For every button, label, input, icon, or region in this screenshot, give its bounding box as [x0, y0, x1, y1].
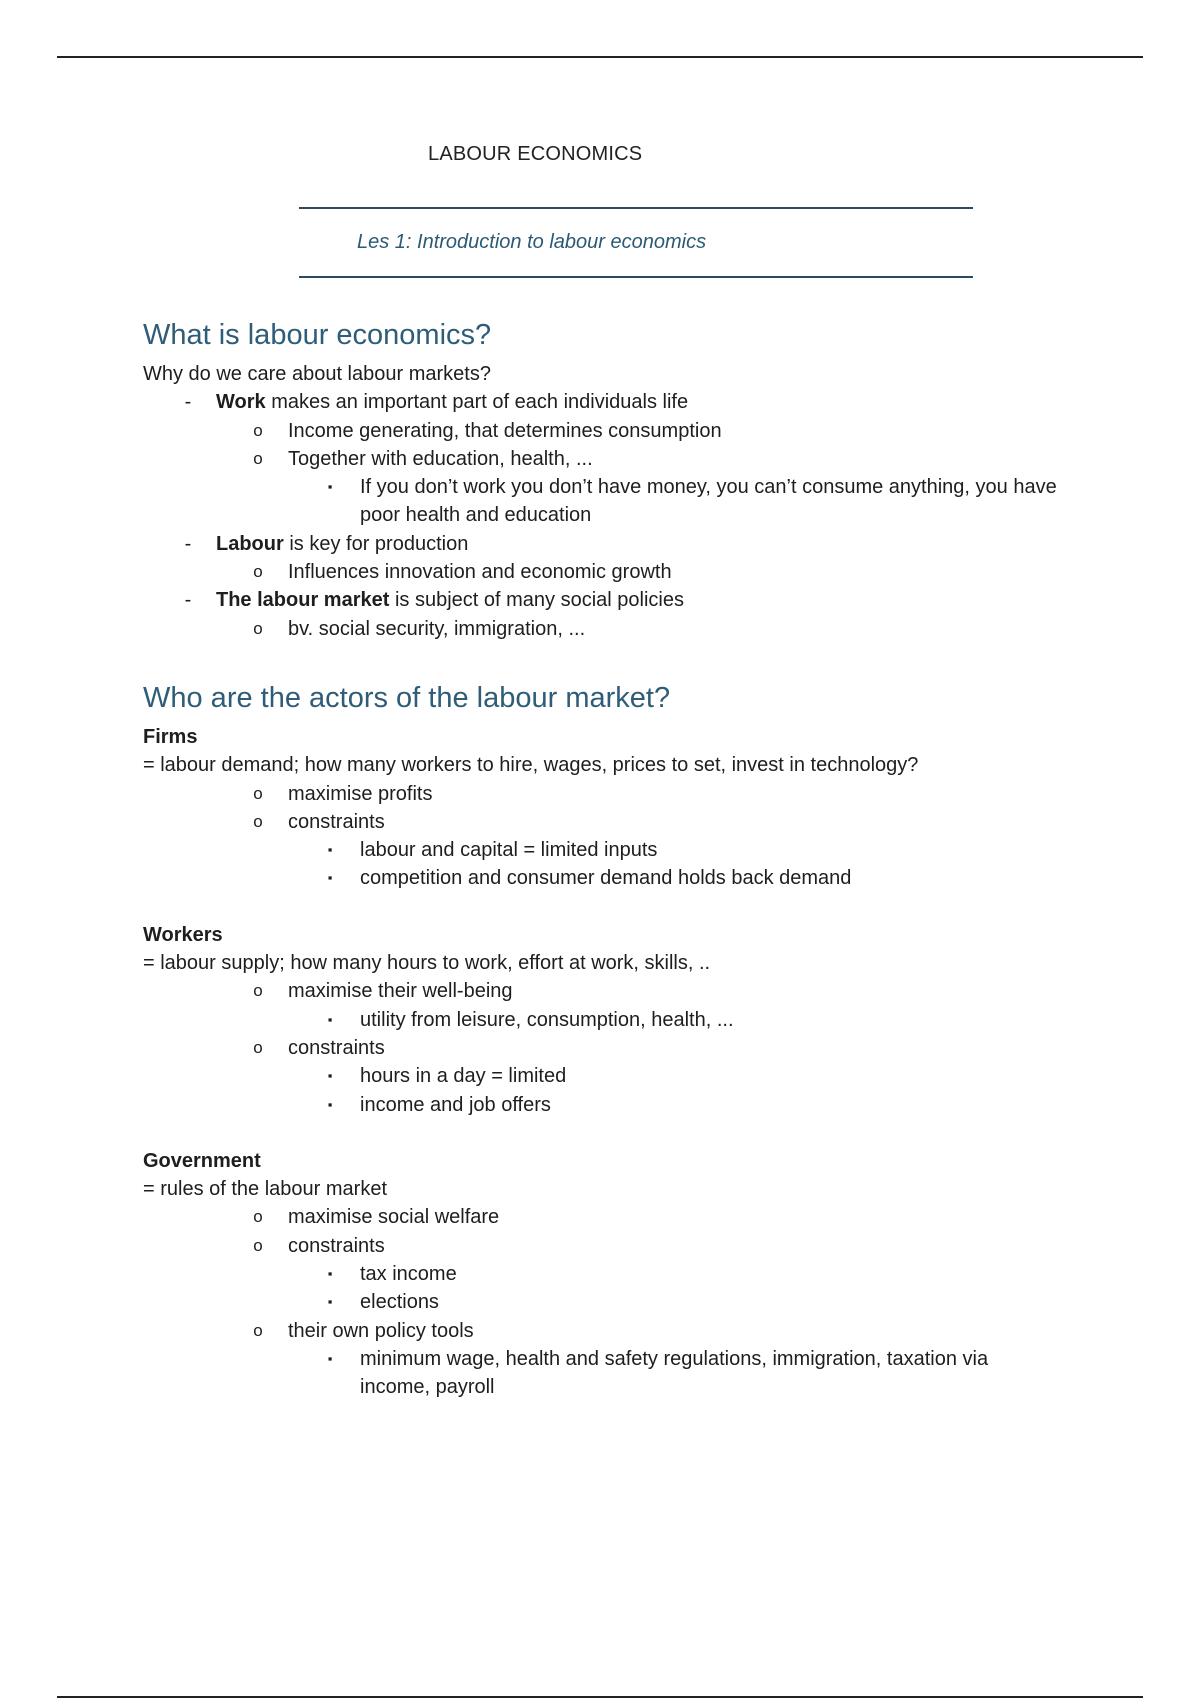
item-text: competition and consumer demand holds back demand: [360, 867, 852, 890]
item-text: constraints: [288, 1234, 385, 1257]
circle-bullet: o: [253, 420, 263, 440]
item-text: constraints: [288, 1036, 385, 1059]
circle-bullet: o: [253, 981, 263, 1001]
circle-bullet: o: [253, 618, 263, 638]
square-bullet: ▪: [327, 1068, 333, 1084]
item-text: tax income: [360, 1263, 457, 1286]
item-text: Together with education, health, ...: [288, 447, 593, 470]
dash-bullet: -: [184, 589, 192, 612]
square-bullet: ▪: [327, 842, 333, 858]
item-text: maximise social welfare: [288, 1206, 500, 1229]
item-text: utility from leisure, consumption, health, ...: [360, 1008, 734, 1031]
square-bullet: ▪: [327, 479, 333, 495]
item-text: makes an important part of each individuals life: [265, 391, 689, 414]
list-item: [143, 808, 1063, 836]
circle-bullet: o: [253, 1320, 263, 1340]
square-bullet: ▪: [327, 1266, 333, 1282]
list-item: [143, 586, 1063, 614]
square-bullet: ▪: [327, 1011, 333, 1027]
list-item: [143, 417, 1063, 445]
circle-bullet: o: [253, 448, 263, 468]
square-bullet: ▪: [327, 870, 333, 886]
list-item: [143, 530, 1063, 558]
subtitle-rule-lower: [299, 276, 973, 278]
bold-term: Work: [216, 391, 266, 414]
document-body: [143, 310, 1063, 1402]
page-top-rule: [57, 56, 1143, 58]
page-bottom-rule: [57, 1696, 1143, 1698]
list-item: [143, 473, 1063, 530]
government-definition: = rules of the labour market: [143, 1178, 388, 1201]
list-item: [143, 977, 1063, 1005]
circle-bullet: o: [253, 1235, 263, 1255]
section-heading-actors: Who are the actors of the labour market?: [143, 681, 671, 714]
spacer: [143, 1119, 1063, 1147]
square-bullet: ▪: [327, 1096, 333, 1112]
firms-label: Firms: [143, 725, 198, 748]
lesson-subtitle: Les 1: Introduction to labour economics: [357, 231, 707, 253]
list-item: [143, 1288, 1063, 1316]
list-item: [143, 388, 1063, 416]
circle-bullet: o: [253, 783, 263, 803]
list-item: [143, 1006, 1063, 1034]
list-item: [143, 1062, 1063, 1090]
spacer: [143, 643, 1063, 673]
list-item: [143, 1345, 1063, 1402]
firms-definition: = labour demand; how many workers to hire, wages, prices to set, invest in technology?: [143, 754, 919, 777]
circle-bullet: o: [253, 1037, 263, 1057]
circle-bullet: o: [253, 811, 263, 831]
item-text: Influences innovation and economic growth: [288, 561, 672, 584]
item-text: labour and capital = limited inputs: [360, 839, 658, 862]
item-text: minimum wage, health and safety regulations, immigration, taxation via income, payroll: [360, 1347, 989, 1399]
list-item: [143, 558, 1063, 586]
list-item: [143, 780, 1063, 808]
item-text: is key for production: [283, 532, 469, 555]
item-text: their own policy tools: [288, 1319, 474, 1342]
list-item: [143, 615, 1063, 643]
item-text: maximise their well-being: [288, 980, 513, 1003]
list-item: [143, 1232, 1063, 1260]
dash-bullet: -: [184, 391, 192, 414]
list-item: [143, 1317, 1063, 1345]
item-text: maximise profits: [288, 782, 433, 805]
item-text: constraints: [288, 810, 385, 833]
list-item: [143, 1034, 1063, 1062]
item-text: bv. social security, immigration, ...: [288, 617, 586, 640]
dash-bullet: -: [184, 532, 192, 555]
list-item: [143, 1091, 1063, 1119]
list-item: [143, 1203, 1063, 1231]
item-text: Income generating, that determines consumption: [288, 419, 722, 442]
item-text: income and job offers: [360, 1093, 551, 1116]
spacer: [143, 893, 1063, 921]
section-heading-what-is: What is labour economics?: [143, 319, 492, 351]
item-text: elections: [360, 1291, 439, 1314]
section-intro: Why do we care about labour markets?: [143, 363, 491, 385]
square-bullet: ▪: [327, 1350, 333, 1366]
list-item: [143, 864, 1063, 892]
workers-definition: = labour supply; how many hours to work, effort at work, skills, ..: [143, 952, 711, 975]
list-item: [143, 445, 1063, 473]
list-item: [143, 1260, 1063, 1288]
item-text: If you don’t work you don’t have money, you can’t consume anything, you have poor health and education: [360, 476, 1057, 527]
circle-bullet: o: [253, 562, 263, 582]
workers-label: Workers: [143, 923, 223, 946]
bold-term: The labour market: [216, 589, 390, 612]
subtitle-rule-upper: [299, 207, 973, 209]
square-bullet: ▪: [327, 1294, 333, 1310]
circle-bullet: o: [253, 1207, 263, 1227]
item-text: hours in a day = limited: [360, 1065, 567, 1088]
bold-term: Labour: [216, 532, 284, 555]
item-text: is subject of many social policies: [389, 589, 684, 612]
government-label: Government: [143, 1149, 261, 1172]
list-item: [143, 836, 1063, 864]
document-title: LABOUR ECONOMICS: [428, 143, 643, 165]
